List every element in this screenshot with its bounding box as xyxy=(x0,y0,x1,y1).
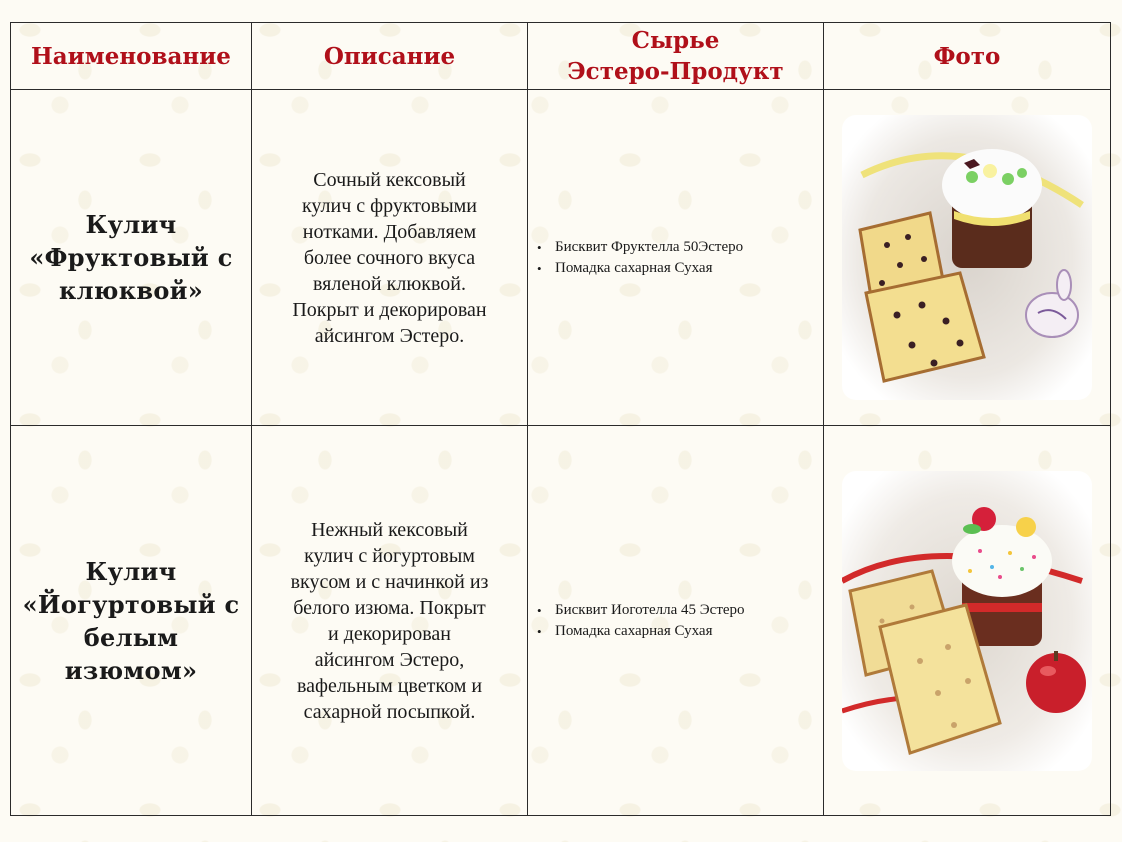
product-photo-cell xyxy=(824,90,1111,426)
raw-materials-list xyxy=(528,237,823,279)
product-name-cell: Кулич «Фруктовый с клюквой» xyxy=(11,90,252,426)
kulich-cake xyxy=(942,149,1042,268)
header-row xyxy=(11,23,1111,90)
table-row xyxy=(11,426,1111,816)
header-name: Наименование xyxy=(11,23,252,90)
kulich-yogurt-photo xyxy=(842,471,1092,771)
header-description: Описание xyxy=(252,23,528,90)
header-raw-materials: Сырье Эстеро-Продукт xyxy=(528,23,824,90)
kulich-cranberry-photo xyxy=(842,115,1092,400)
raw-materials-cell xyxy=(528,426,824,816)
product-photo-cell xyxy=(824,426,1111,816)
product-name-cell: Кулич «Йогуртовый с белым изюмом» xyxy=(11,426,252,816)
product-description: Нежный кексовый кулич с йогуртовым вкусом и с начинкой из белого изюма. Покрыт и декорирован айсингом Эстеро, вафельным цветком и сахарной посыпкой. xyxy=(290,518,489,723)
raw-materials-cell xyxy=(528,90,824,426)
product-description: Сочный кексовый кулич с фруктовыми нотками. Добавляем более сочного вкуса вяленой клюквой. Покрыт и декорирован айсингом Эстеро. xyxy=(292,168,487,347)
list-item: • Помадка сахарная Сухая xyxy=(536,258,823,279)
list-item: • Бисквит Иоготелла 45 Эстеро xyxy=(536,600,823,621)
list-item: • Помадка сахарная Сухая xyxy=(536,621,823,642)
raw-materials-list xyxy=(528,600,823,642)
product-description-cell xyxy=(252,90,528,426)
table-row xyxy=(11,90,1111,426)
header-photo: Фото xyxy=(824,23,1111,90)
product-table xyxy=(10,22,1111,816)
list-item: • Бисквит Фруктелла 50Эстеро xyxy=(536,237,823,258)
product-description-cell xyxy=(252,426,528,816)
